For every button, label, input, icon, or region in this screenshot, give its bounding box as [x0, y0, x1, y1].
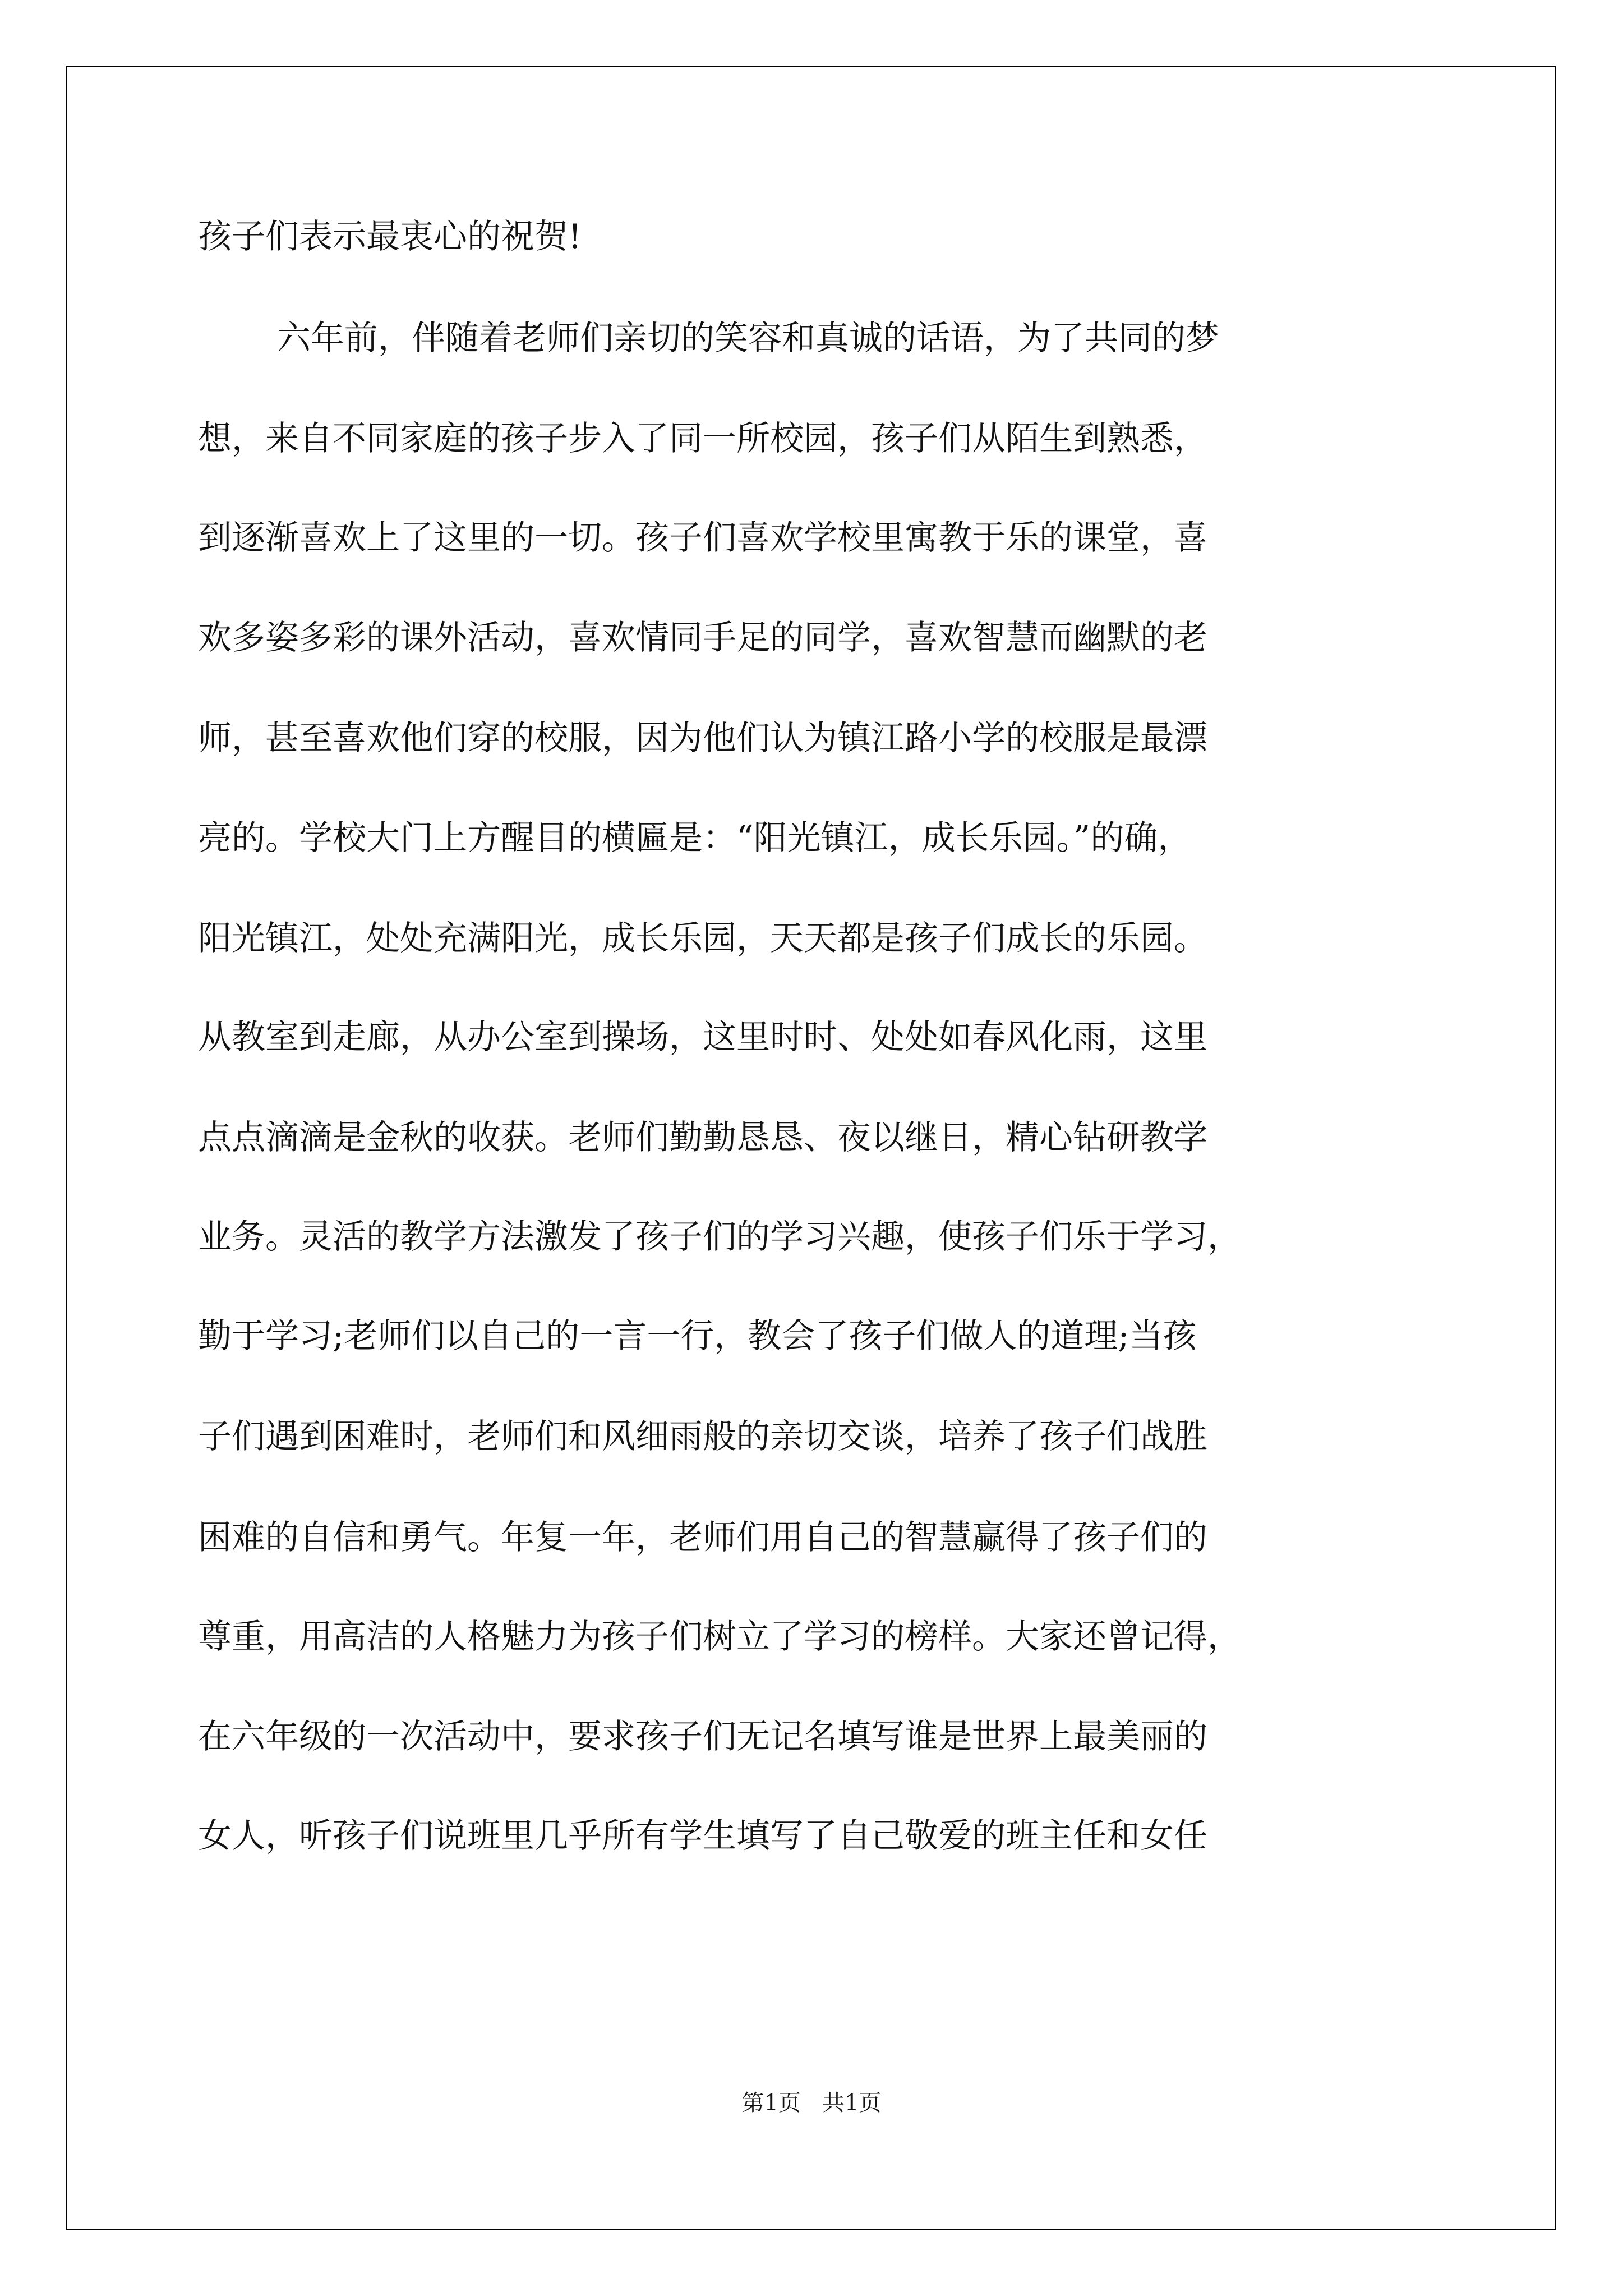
text-line-17: 女人，听孩子们说班里几乎所有学生填写了自己敬爱的班主任和女任	[198, 1816, 1207, 1856]
page-footer: 第1页 共1页	[741, 2090, 882, 2116]
text-line-4: 到逐渐喜欢上了这里的一切。孩子们喜欢学校里寓教于乐的课堂，喜	[198, 518, 1207, 558]
text-line-1: 孩子们表示最衷心的祝贺!	[198, 217, 582, 256]
text-line-2: 六年前，伴随着老师们亲切的笑容和真诚的话语，为了共同的梦	[277, 319, 1219, 358]
text-line-11: 业务。灵活的教学方法激发了孩子们的学习兴趣，使孩子们乐于学习，	[198, 1217, 1241, 1257]
text-line-5: 欢多姿多彩的课外活动，喜欢情同手足的同学，喜欢智慧而幽默的老	[198, 618, 1207, 657]
text-line-10: 点点滴滴是金秋的收获。老师们勤勤恳恳、夜以继日，精心钻研教学	[198, 1118, 1207, 1157]
text-line-9: 从教室到走廊，从办公室到操场，这里时时、处处如春风化雨，这里	[198, 1018, 1207, 1057]
text-line-13: 子们遇到困难时，老师们和风细雨般的亲切交谈，培养了孩子们战胜	[198, 1417, 1207, 1456]
text-line-8: 阳光镇江，处处充满阳光，成长乐园，天天都是孩子们成长的乐园。	[198, 919, 1207, 958]
text-line-6: 师，甚至喜欢他们穿的校服，因为他们认为镇江路小学的校服是最漂	[198, 719, 1207, 758]
text-line-12: 勤于学习;老师们以自己的一言一行，教会了孩子们做人的道理;当孩	[198, 1317, 1197, 1356]
text-line-15: 尊重，用高洁的人格魅力为孩子们树立了学习的榜样。大家还曾记得，	[198, 1617, 1241, 1657]
text-line-7: 亮的。学校大门上方醒目的横匾是：“阳光镇江，成长乐园。”的确，	[198, 818, 1192, 858]
text-line-16: 在六年级的一次活动中，要求孩子们无记名填写谁是世界上最美丽的	[198, 1717, 1207, 1756]
text-line-14: 困难的自信和勇气。年复一年，老师们用自己的智慧赢得了孩子们的	[198, 1518, 1207, 1557]
text-line-3: 想，来自不同家庭的孩子步入了同一所校园，孩子们从陌生到熟悉，	[198, 419, 1207, 458]
